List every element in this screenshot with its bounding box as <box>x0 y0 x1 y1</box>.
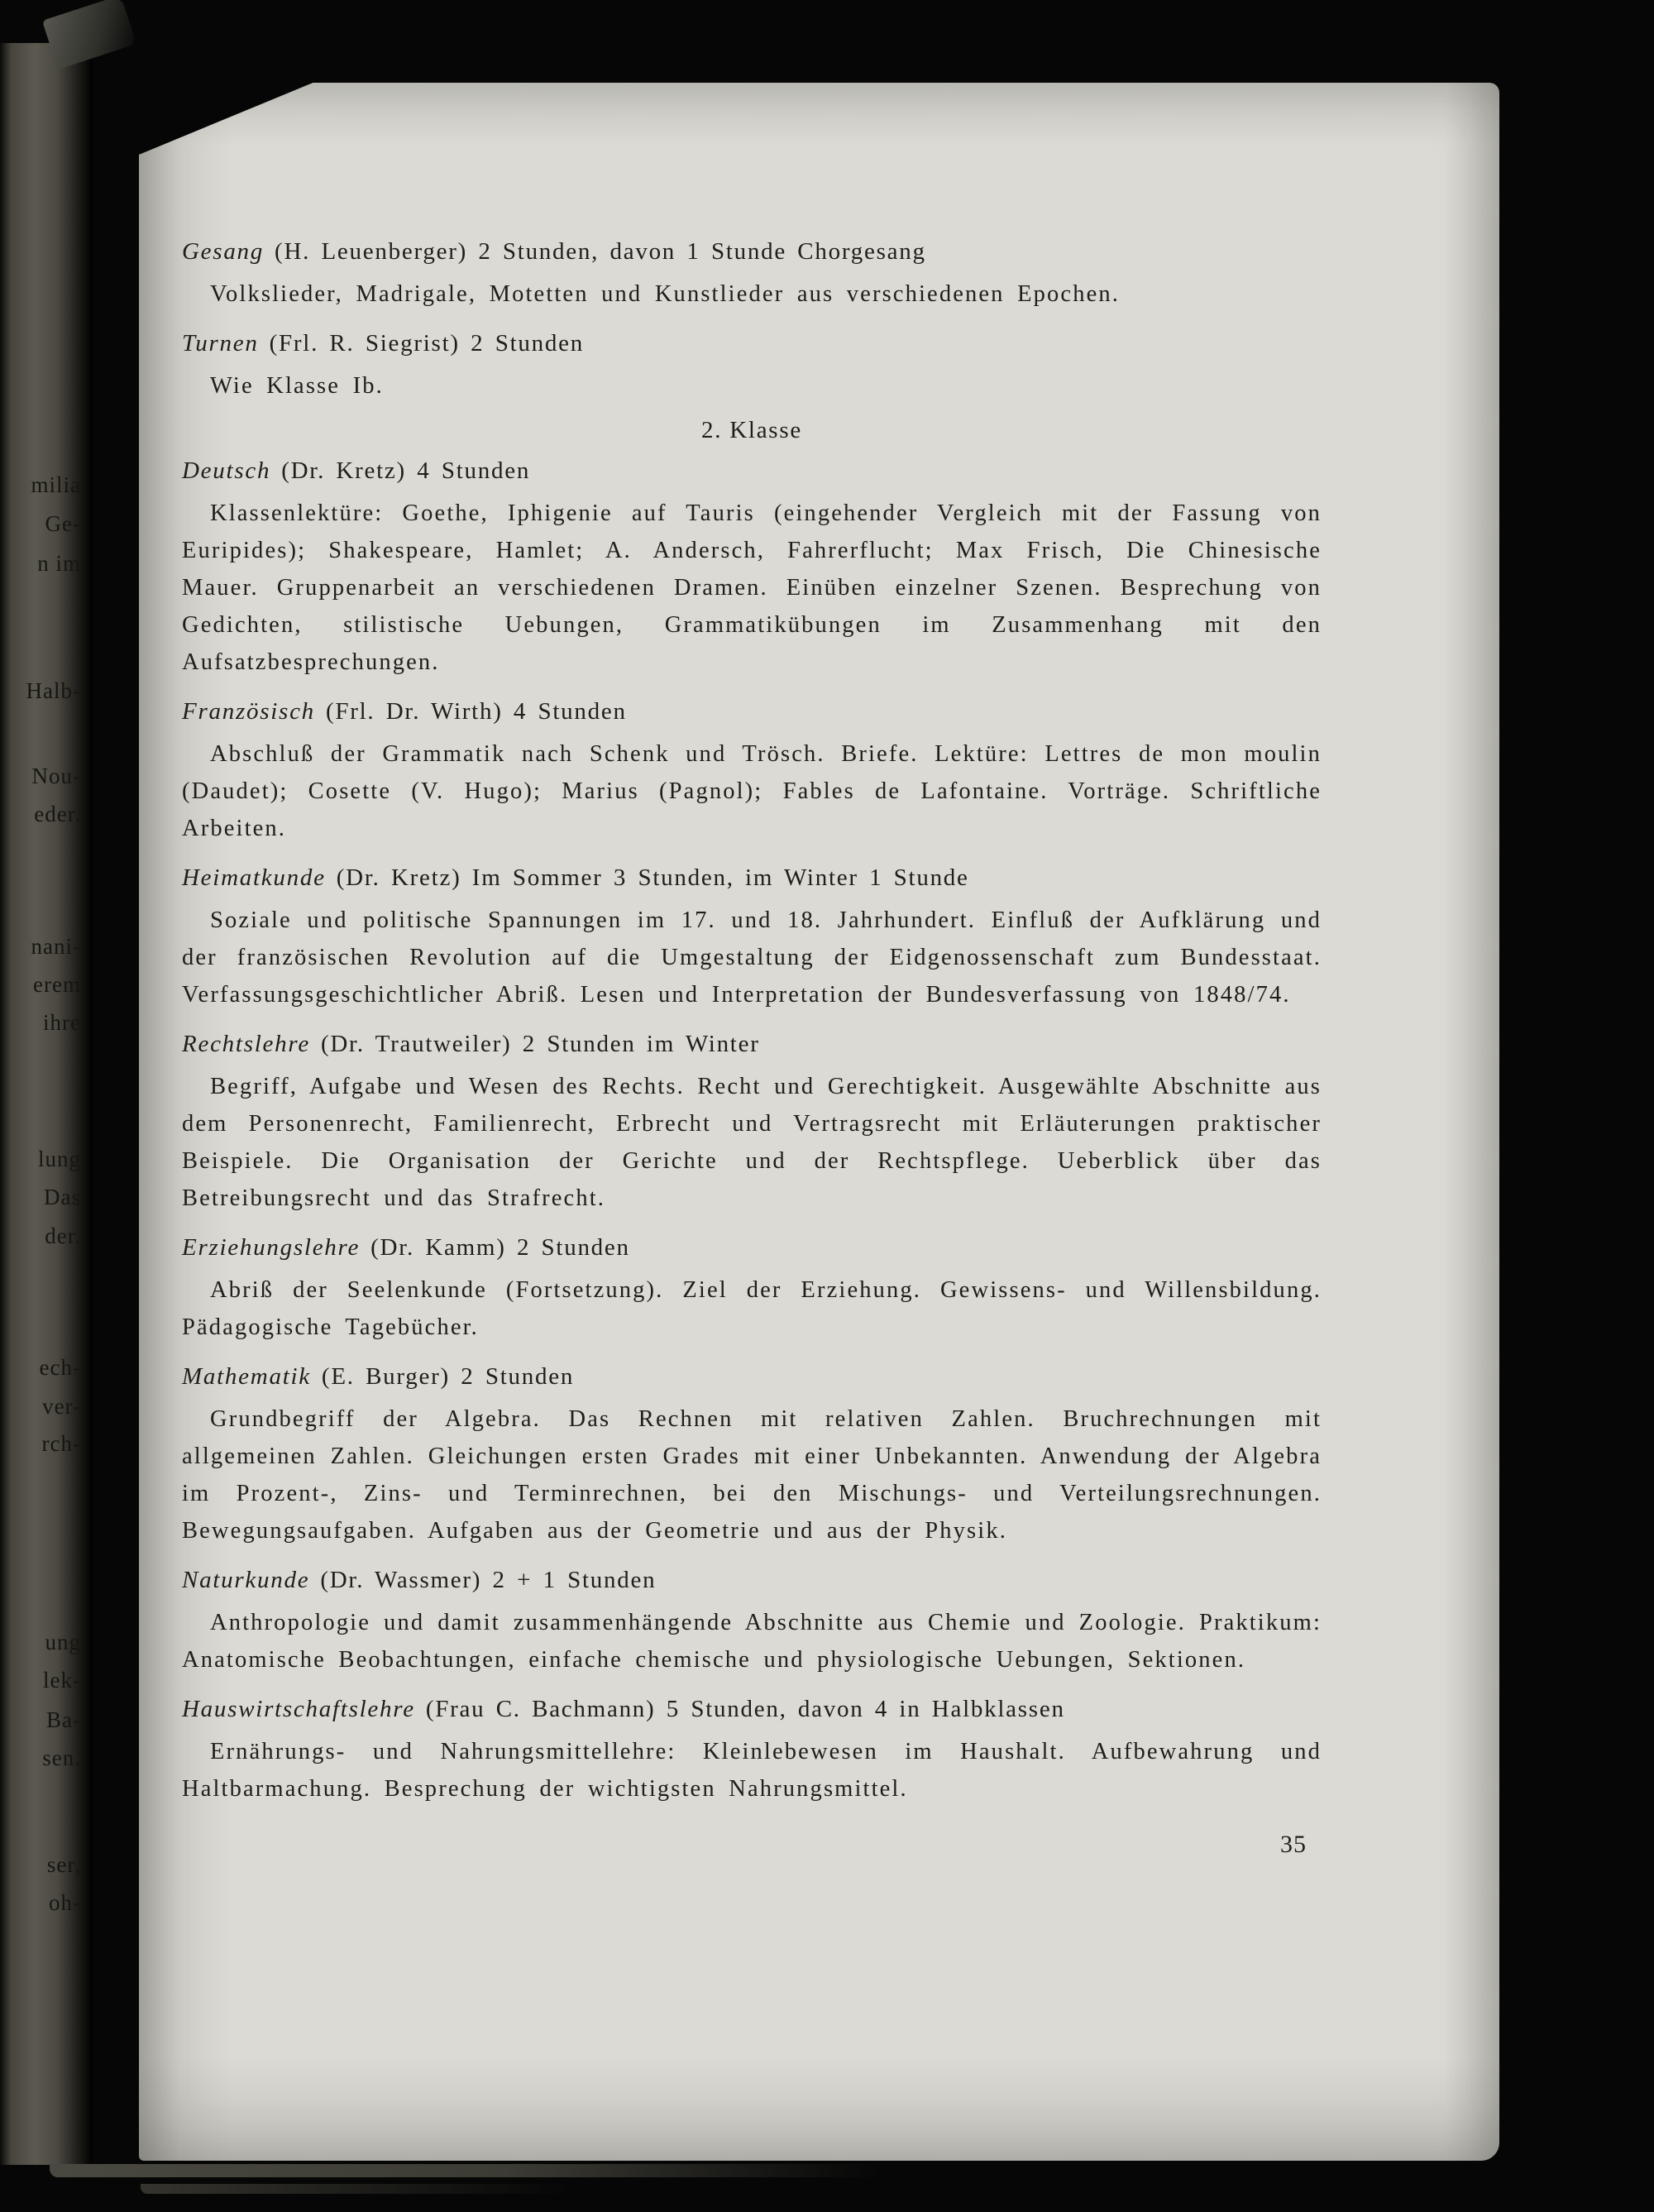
page-stack-edge <box>50 2164 881 2177</box>
course-meta: (Dr. Kamm) 2 Stunden <box>370 1234 630 1261</box>
course-heading <box>182 1358 1322 1396</box>
previous-page-edge <box>0 43 93 2165</box>
course-title: Heimatkunde <box>182 864 326 891</box>
section-heimatkunde <box>182 859 1322 1013</box>
cut-off-word: ech- <box>39 1355 81 1380</box>
cut-off-word: eder. <box>34 802 81 826</box>
page-stack-edge <box>141 2184 571 2194</box>
course-heading <box>182 1229 1322 1266</box>
course-meta: (Frl. R. Siegrist) 2 Stunden <box>269 330 584 357</box>
cut-off-word: rch- <box>41 1431 81 1456</box>
course-title: Turnen <box>182 330 259 357</box>
course-title: Mathematik <box>182 1363 311 1390</box>
book-page <box>139 83 1499 2161</box>
class-heading: 2. Klasse <box>701 417 802 443</box>
course-title: Gesang <box>182 238 265 265</box>
page-number: 35 <box>1280 1831 1307 1858</box>
course-title: Rechtslehre <box>182 1031 310 1057</box>
cut-off-word: ihre <box>43 1010 81 1035</box>
scan-artifact <box>42 0 136 69</box>
cut-off-word: Ge- <box>45 511 81 536</box>
course-heading <box>182 1562 1322 1599</box>
course-meta: (Dr. Trautweiler) 2 Stunden im Winter <box>320 1031 760 1057</box>
course-title: Hauswirtschaftslehre <box>182 1696 415 1722</box>
section-hauswirtschaftslehre <box>182 1691 1322 1807</box>
section-deutsch <box>182 452 1322 681</box>
course-heading <box>182 452 1322 490</box>
course-heading <box>182 693 1322 730</box>
cut-off-word: Ba- <box>46 1707 81 1732</box>
cut-off-word: Nou- <box>31 764 81 788</box>
cut-off-word: n im <box>37 551 81 576</box>
cut-off-word: lung <box>37 1147 81 1171</box>
course-description: Anthropologie und damit zusammenhängende Abschnitte aus Chemie und Zoologie. Praktikum: Anatomische Beobachtungen, einfache chemische und physiologische Uebungen, Sektionen. <box>182 1610 1322 1673</box>
section-erziehungslehre <box>182 1229 1322 1346</box>
section-turnen <box>182 325 1322 405</box>
cut-off-word: ver- <box>42 1394 81 1419</box>
course-meta: (Dr. Kretz) 4 Stunden <box>281 457 531 484</box>
course-meta: (Dr. Kretz) Im Sommer 3 Stunden, im Winter 1 Stunde <box>336 864 969 891</box>
course-title: Naturkunde <box>182 1567 310 1593</box>
course-heading <box>182 859 1322 897</box>
cut-off-word: nani- <box>31 934 81 959</box>
course-description: Wie Klasse Ib. <box>210 373 384 399</box>
page-content <box>182 233 1322 1859</box>
cut-off-word: erem <box>33 972 81 997</box>
cut-off-word: Das <box>44 1185 81 1209</box>
course-meta: (Dr. Wassmer) 2 + 1 Stunden <box>320 1567 657 1593</box>
course-description: Klassenlektüre: Goethe, Iphigenie auf Tauris (eingehender Vergleich mit der Fassung von Euripides); Shakespeare, Hamlet; A. Andersch, Fahrerflucht; Max Frisch, Die Chinesische Mauer. Gruppenarbeit an verschiedenen Dramen. Einüben einzelner Szenen. Besprechung von Gedichten, stilistische Uebungen, Grammatikübungen im Zusammenhang mit den Aufsatzbesprechungen. <box>182 500 1322 675</box>
cut-off-word: der. <box>45 1223 81 1248</box>
course-heading <box>182 233 1322 271</box>
course-meta: (Frau C. Bachmann) 5 Stunden, davon 4 in Halbklassen <box>425 1696 1065 1722</box>
course-meta: (H. Leuenberger) 2 Stunden, davon 1 Stunde Chorgesang <box>275 238 926 265</box>
course-meta: (Frl. Dr. Wirth) 4 Stunden <box>325 698 627 725</box>
course-heading <box>182 1691 1322 1728</box>
course-title: Erziehungslehre <box>182 1234 361 1261</box>
course-heading <box>182 1026 1322 1063</box>
cut-off-word: milia <box>31 472 81 497</box>
course-title: Französisch <box>182 698 315 725</box>
course-description: Abriß der Seelenkunde (Fortsetzung). Ziel der Erziehung. Gewissens- und Willensbildung. Pädagogische Tagebücher. <box>182 1277 1322 1340</box>
section-franzoesisch <box>182 693 1322 847</box>
course-meta: (E. Burger) 2 Stunden <box>321 1363 575 1390</box>
course-heading <box>182 325 1322 362</box>
course-description: Soziale und politische Spannungen im 17. und 18. Jahrhundert. Einfluß der Aufklärung und der französischen Revolution auf die Umgestaltung der Eidgenossenschaft zum Bundesstaat. Verfassungsgeschichtlicher Abriß. Lesen und Interpretation der Bundesverfassung von 1848/74. <box>182 907 1322 1008</box>
section-rechtslehre <box>182 1026 1322 1217</box>
cut-off-word: ung <box>45 1630 81 1654</box>
cut-off-word: oh- <box>49 1890 81 1915</box>
course-description: Grundbegriff der Algebra. Das Rechnen mit relativen Zahlen. Bruchrechnungen mit allgemeinen Zahlen. Gleichungen ersten Grades mit einer Unbekannten. Anwendung der Algebra im Prozent-, Zins- und Terminrechnen, bei den Mischungs- und Verteilungsrechnungen. Bewegungsaufgaben. Aufgaben aus der Geometrie und aus der Physik. <box>182 1406 1322 1544</box>
cut-off-word: Halb- <box>26 678 81 703</box>
cut-off-word: ser, <box>46 1852 81 1877</box>
section-gesang <box>182 233 1322 313</box>
cut-off-word: lek- <box>43 1668 81 1693</box>
course-description: Volkslieder, Madrigale, Motetten und Kunstlieder aus verschiedenen Epochen. <box>210 281 1121 307</box>
course-description: Abschluß der Grammatik nach Schenk und Trösch. Briefe. Lektüre: Lettres de mon moulin (Daudet); Cosette (V. Hugo); Marius (Pagnol); Fables de Lafontaine. Vorträge. Schriftliche Arbeiten. <box>182 741 1322 841</box>
course-description: Begriff, Aufgabe und Wesen des Rechts. Recht und Gerechtigkeit. Ausgewählte Abschnitte aus dem Personenrecht, Familienrecht, Erbrecht und Vertragsrecht mit Erläuterungen praktischer Beispiele. Die Organisation der Gerichte und der Rechtspflege. Ueberblick über das Betreibungsrecht und das Strafrecht. <box>182 1074 1322 1211</box>
course-description: Ernährungs- und Nahrungsmittellehre: Kleinlebewesen im Haushalt. Aufbewahrung und Haltbarmachung. Besprechung der wichtigsten Nahrungsmittel. <box>182 1739 1322 1802</box>
section-mathematik <box>182 1358 1322 1549</box>
section-naturkunde <box>182 1562 1322 1678</box>
cut-off-word: sen. <box>42 1745 81 1770</box>
course-title: Deutsch <box>182 457 271 484</box>
